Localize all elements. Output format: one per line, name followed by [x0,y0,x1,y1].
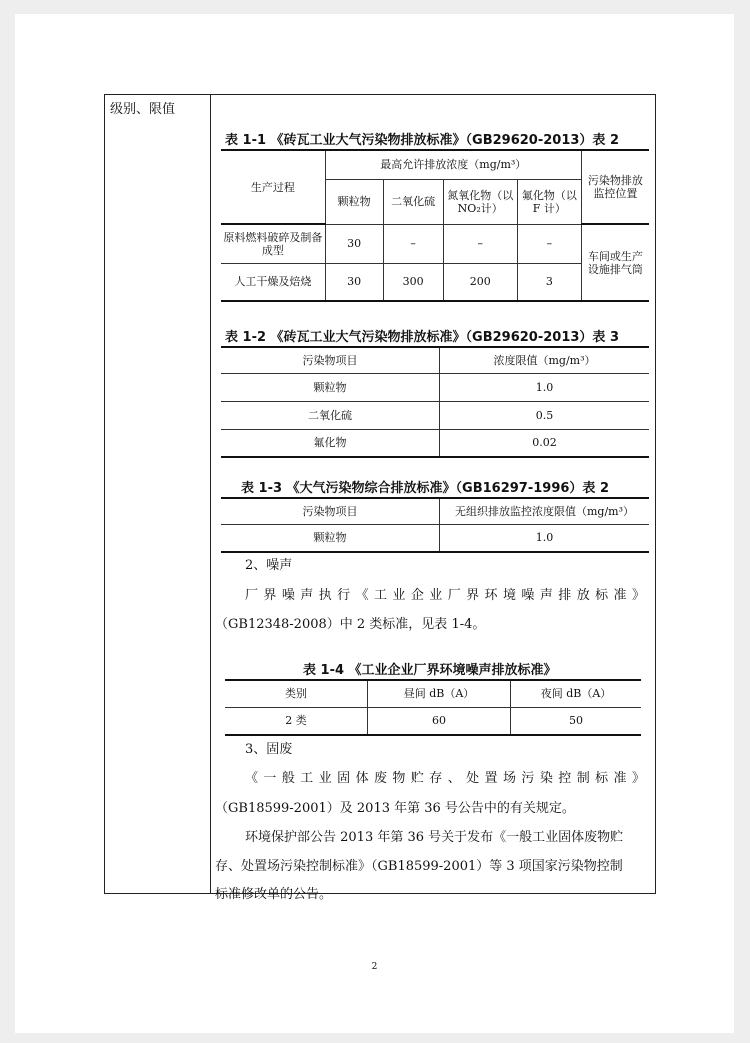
t4-row-night: 50 [511,707,642,735]
t1-r2-nox: 200 [443,263,517,301]
t3-header-value: 无组织排放监控浓度限值（mg/m³） [440,498,650,524]
t3-row-item: 颗粒物 [221,524,440,552]
t1-r1-pm: 30 [325,224,383,263]
t1-header-pm: 颗粒物 [325,179,383,224]
t1-header-location: 污染物排放监控位置 [581,150,649,224]
noise-heading: 2、噪声 [245,558,293,573]
solid-paragraph-2-line-1: 环境保护部公告 2013 年第 36 号关于发布《一般工业固体废物贮 [245,830,624,845]
table-1-3 [221,497,649,553]
noise-paragraph-line-1: 厂界噪声执行《工业企业厂界环境噪声排放标准》 [245,588,645,603]
t1-r1-nox: – [443,224,517,263]
t2-header-value: 浓度限值（mg/m³） [440,347,650,373]
solid-paragraph-2-line-3: 标准修改单的公告。 [215,887,333,902]
t4-header-category: 类别 [225,680,368,707]
t2-row-2-value: 0.5 [440,401,650,429]
t1-r2-f: 3 [517,263,581,301]
solid-heading: 3、固废 [245,742,293,757]
t1-header-f: 氟化物（以 F 计） [517,179,581,224]
solid-paragraph-2-line-2: 存、处置场污染控制标准》（GB18599-2001）等 3 项国家污染物控制 [215,859,623,874]
t1-r2-process: 人工干燥及焙烧 [221,263,325,301]
table-1-4-title: 表 1-4 《工业企业厂界环境噪声排放标准》 [303,663,557,678]
table-1-1-title: 表 1-1 《砖瓦工业大气污染物排放标准》（GB29620-2013）表 2 [225,133,619,148]
t2-header-item: 污染物项目 [221,347,440,373]
standards-content [211,95,655,902]
t1-r1-f: – [517,224,581,263]
document-page [15,14,734,1033]
table-1-2-title: 表 1-2 《砖瓦工业大气污染物排放标准》（GB29620-2013）表 3 [225,330,619,345]
t1-r2-pm: 30 [325,263,383,301]
t4-row-category: 2 类 [225,707,368,735]
page-number: 2 [371,962,378,972]
t2-row-1-value: 1.0 [440,373,650,401]
t4-row-day: 60 [368,707,511,735]
t3-header-item: 污染物项目 [221,498,440,524]
table-1-2 [221,346,649,458]
t2-row-3-value: 0.02 [440,429,650,457]
t4-header-night: 夜间 dB（A） [511,680,642,707]
t1-r1-process: 原料燃料破碎及制备成型 [221,224,325,263]
solid-paragraph-1-line-2: （GB18599-2001）及 2013 年第 36 号公告中的有关规定。 [215,801,575,816]
noise-paragraph-line-2: （GB12348-2008）中 2 类标准，见表 1-4。 [215,617,486,632]
table-1-1 [221,149,649,302]
t1-header-nox: 氮氧化物（以 NO₂计） [443,179,517,224]
t1-header-max: 最高允许排放浓度（mg/m³） [325,150,581,179]
content-frame [104,94,656,902]
t2-row-3-item: 氟化物 [221,429,440,457]
t1-location: 车间或生产设施排气筒 [581,224,649,301]
t2-row-2-item: 二氧化硫 [221,401,440,429]
table-1-4 [225,679,641,736]
t1-header-so2: 二氧化硫 [383,179,443,224]
row-label: 级别、限值 [110,102,176,117]
solid-paragraph-1-line-1: 《一般工业固体废物贮存、处置场污染控制标准》 [245,771,645,786]
t1-r2-so2: 300 [383,263,443,301]
t1-header-process: 生产过程 [221,150,325,224]
table-1-3-title: 表 1-3 《大气污染物综合排放标准》（GB16297-1996）表 2 [241,481,609,496]
t4-header-day: 昼间 dB（A） [368,680,511,707]
t3-row-value: 1.0 [440,524,650,552]
t1-r1-so2: – [383,224,443,263]
t2-row-1-item: 颗粒物 [221,373,440,401]
